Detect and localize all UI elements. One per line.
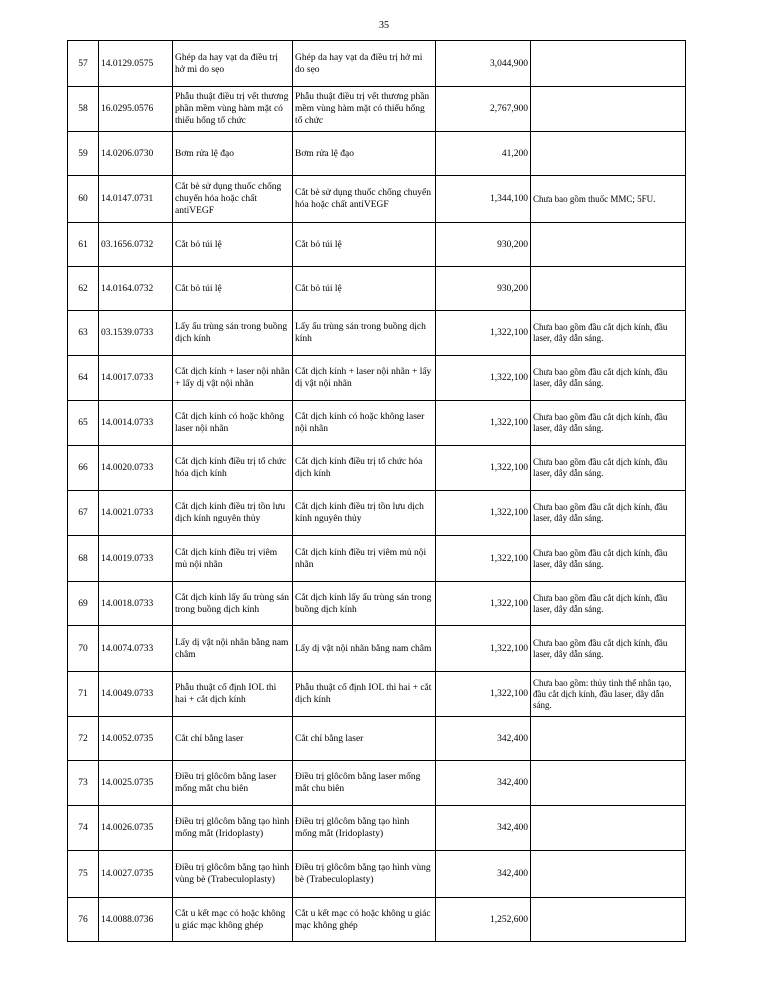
service-code: 14.0074.0733: [99, 626, 173, 672]
service-code: 14.0129.0575: [99, 41, 173, 87]
row-number: 66: [68, 446, 99, 491]
service-code: 14.0018.0733: [99, 582, 173, 626]
note-cell: Chưa bao gồm đầu cắt dịch kính, đầu laser, dây dẫn sáng.: [531, 536, 686, 582]
service-name-approved: Phẫu thuật điều trị vết thương phần mềm vùng hàm mặt có thiếu hổng tổ chức: [293, 87, 436, 132]
service-name: Cắt dịch kính điều trị viêm mủ nội nhãn: [173, 536, 293, 582]
note-cell: [531, 223, 686, 267]
price-cell: 342,400: [436, 806, 531, 851]
service-name: Điều trị glôcôm bằng tạo hình mống mắt (Iridoplasty): [173, 806, 293, 851]
row-number: 59: [68, 132, 99, 176]
note-cell: Chưa bao gồm: thủy tinh thể nhân tạo, đầu cắt dịch kính, đầu laser, dây dẫn sáng.: [531, 672, 686, 717]
service-name: Điều trị glôcôm bằng tạo hình vùng bè (Trabeculoplasty): [173, 851, 293, 898]
service-code: 14.0021.0733: [99, 491, 173, 536]
service-name: Cắt dịch kính có hoặc không laser nội nhãn: [173, 401, 293, 446]
table-row: [68, 41, 686, 87]
row-number: 75: [68, 851, 99, 898]
service-name-approved: Điều trị glôcôm bằng tạo hình mống mắt (Iridoplasty): [293, 806, 436, 851]
price-cell: 1,322,100: [436, 356, 531, 401]
table-row: [68, 132, 686, 176]
price-cell: 930,200: [436, 267, 531, 311]
note-cell: Chưa bao gồm đầu cắt dịch kính, đầu laser, dây dẫn sáng.: [531, 401, 686, 446]
price-cell: 1,322,100: [436, 311, 531, 356]
note-cell: [531, 87, 686, 132]
page-number: 35: [379, 20, 389, 31]
service-name-approved: Cắt chỉ bằng laser: [293, 717, 436, 761]
service-name: Cắt u kết mạc có hoặc không u giác mạc không ghép: [173, 898, 293, 942]
price-cell: 930,200: [436, 223, 531, 267]
note-cell: Chưa bao gồm đầu cắt dịch kính, đầu laser, dây dẫn sáng.: [531, 311, 686, 356]
service-name: Cắt dịch kính điều trị tổ chức hóa dịch kính: [173, 446, 293, 491]
service-name-approved: Phẫu thuật cố định IOL thì hai + cắt dịch kính: [293, 672, 436, 717]
note-cell: [531, 267, 686, 311]
service-code: 14.0019.0733: [99, 536, 173, 582]
row-number: 76: [68, 898, 99, 942]
note-cell: Chưa bao gồm đầu cắt dịch kính, đầu laser, dây dẫn sáng.: [531, 626, 686, 672]
table-row: [68, 851, 686, 898]
service-name-approved: Cắt dịch kính điều trị tổ chức hóa dịch kính: [293, 446, 436, 491]
service-name-approved: Điều trị glôcôm bằng laser mống mắt chu biên: [293, 761, 436, 806]
note-cell: [531, 41, 686, 87]
note-cell: [531, 898, 686, 942]
price-cell: 342,400: [436, 717, 531, 761]
table-row: [68, 536, 686, 582]
row-number: 73: [68, 761, 99, 806]
price-cell: 1,322,100: [436, 491, 531, 536]
note-cell: [531, 851, 686, 898]
service-name-approved: Điều trị glôcôm bằng tạo hình vùng bè (Trabeculoplasty): [293, 851, 436, 898]
service-code: 14.0049.0733: [99, 672, 173, 717]
note-cell: [531, 717, 686, 761]
service-code: 14.0088.0736: [99, 898, 173, 942]
table-row: [68, 806, 686, 851]
table-row: [68, 401, 686, 446]
service-code: 14.0052.0735: [99, 717, 173, 761]
table-row: [68, 356, 686, 401]
note-cell: Chưa bao gồm thuốc MMC; 5FU.: [531, 176, 686, 223]
service-name: Cắt bè sử dụng thuốc chống chuyển hóa hoặc chất antiVEGF: [173, 176, 293, 223]
note-cell: [531, 761, 686, 806]
row-number: 57: [68, 41, 99, 87]
table-row: [68, 898, 686, 942]
service-name-approved: Cắt bè sử dụng thuốc chống chuyển hóa hoặc chất antiVEGF: [293, 176, 436, 223]
price-cell: 3,044,900: [436, 41, 531, 87]
price-cell: 41,200: [436, 132, 531, 176]
service-name: Cắt bỏ túi lệ: [173, 267, 293, 311]
price-table: [67, 40, 686, 942]
service-name: Bơm rửa lệ đạo: [173, 132, 293, 176]
price-cell: 1,344,100: [436, 176, 531, 223]
table-row: [68, 446, 686, 491]
service-name-approved: Cắt u kết mạc có hoặc không u giác mạc không ghép: [293, 898, 436, 942]
service-code: 14.0017.0733: [99, 356, 173, 401]
service-code: 14.0025.0735: [99, 761, 173, 806]
service-name-approved: Cắt bỏ túi lệ: [293, 267, 436, 311]
price-cell: 1,322,100: [436, 446, 531, 491]
price-cell: 342,400: [436, 851, 531, 898]
row-number: 61: [68, 223, 99, 267]
table-row: [68, 176, 686, 223]
price-cell: 342,400: [436, 761, 531, 806]
price-cell: 1,322,100: [436, 401, 531, 446]
service-code: 16.0295.0576: [99, 87, 173, 132]
service-name-approved: Bơm rửa lệ đạo: [293, 132, 436, 176]
row-number: 65: [68, 401, 99, 446]
row-number: 70: [68, 626, 99, 672]
service-name-approved: Cắt dịch kính + laser nội nhãn + lấy dị vật nội nhãn: [293, 356, 436, 401]
row-number: 58: [68, 87, 99, 132]
note-cell: Chưa bao gồm đầu cắt dịch kính, đầu laser, dây dẫn sáng.: [531, 582, 686, 626]
service-name: Điều trị glôcôm bằng laser mống mắt chu biên: [173, 761, 293, 806]
service-code: 14.0014.0733: [99, 401, 173, 446]
table-row: [68, 672, 686, 717]
service-name-approved: Lấy ấu trùng sán trong buồng dịch kính: [293, 311, 436, 356]
table-row: [68, 267, 686, 311]
service-name-approved: Cắt dịch kính có hoặc không laser nội nhãn: [293, 401, 436, 446]
note-cell: [531, 132, 686, 176]
service-name-approved: Lấy dị vật nội nhãn bằng nam châm: [293, 626, 436, 672]
price-cell: 1,322,100: [436, 626, 531, 672]
table-row: [68, 491, 686, 536]
row-number: 74: [68, 806, 99, 851]
service-code: 14.0020.0733: [99, 446, 173, 491]
service-code: 03.1539.0733: [99, 311, 173, 356]
table-row: [68, 582, 686, 626]
row-number: 72: [68, 717, 99, 761]
row-number: 64: [68, 356, 99, 401]
row-number: 60: [68, 176, 99, 223]
price-cell: 1,322,100: [436, 582, 531, 626]
row-number: 62: [68, 267, 99, 311]
service-code: 14.0147.0731: [99, 176, 173, 223]
note-cell: Chưa bao gồm đầu cắt dịch kính, đầu laser, dây dẫn sáng.: [531, 491, 686, 536]
service-code: 14.0027.0735: [99, 851, 173, 898]
price-cell: 1,322,100: [436, 536, 531, 582]
service-name-approved: Cắt dịch kính điều trị tồn lưu dịch kính nguyên thủy: [293, 491, 436, 536]
service-name: Phẫu thuật điều trị vết thương phần mềm vùng hàm mặt có thiếu hổng tổ chức: [173, 87, 293, 132]
row-number: 67: [68, 491, 99, 536]
note-cell: Chưa bao gồm đầu cắt dịch kính, đầu laser, dây dẫn sáng.: [531, 356, 686, 401]
price-cell: 1,252,600: [436, 898, 531, 942]
note-cell: Chưa bao gồm đầu cắt dịch kính, đầu laser, dây dẫn sáng.: [531, 446, 686, 491]
service-name: Lấy dị vật nội nhãn bằng nam châm: [173, 626, 293, 672]
table-row: [68, 87, 686, 132]
table-row: [68, 626, 686, 672]
service-name-approved: Cắt dịch kính lấy ấu trùng sán trong buồng dịch kính: [293, 582, 436, 626]
service-name: Cắt chỉ bằng laser: [173, 717, 293, 761]
row-number: 69: [68, 582, 99, 626]
service-name: Lấy ấu trùng sán trong buồng dịch kính: [173, 311, 293, 356]
price-cell: 1,322,100: [436, 672, 531, 717]
table-row: [68, 311, 686, 356]
row-number: 68: [68, 536, 99, 582]
service-name: Cắt dịch kính + laser nội nhãn + lấy dị vật nội nhãn: [173, 356, 293, 401]
service-name: Cắt bỏ túi lệ: [173, 223, 293, 267]
note-cell: [531, 806, 686, 851]
service-code: 14.0164.0732: [99, 267, 173, 311]
service-name: Ghép da hay vạt da điều trị hở mi do sẹo: [173, 41, 293, 87]
table-row: [68, 223, 686, 267]
service-name: Cắt dịch kính lấy ấu trùng sán trong buồng dịch kính: [173, 582, 293, 626]
service-name-approved: Cắt bỏ túi lệ: [293, 223, 436, 267]
row-number: 63: [68, 311, 99, 356]
table-row: [68, 717, 686, 761]
table-row: [68, 761, 686, 806]
service-code: 03.1656.0732: [99, 223, 173, 267]
row-number: 71: [68, 672, 99, 717]
price-cell: 2,767,900: [436, 87, 531, 132]
service-code: 14.0206.0730: [99, 132, 173, 176]
service-code: 14.0026.0735: [99, 806, 173, 851]
service-name-approved: Ghép da hay vạt da điều trị hở mi do sẹo: [293, 41, 436, 87]
service-name-approved: Cắt dịch kính điều trị viêm mủ nội nhãn: [293, 536, 436, 582]
service-name: Cắt dịch kính điều trị tồn lưu dịch kính nguyên thủy: [173, 491, 293, 536]
service-name: Phẫu thuật cố định IOL thì hai + cắt dịch kính: [173, 672, 293, 717]
